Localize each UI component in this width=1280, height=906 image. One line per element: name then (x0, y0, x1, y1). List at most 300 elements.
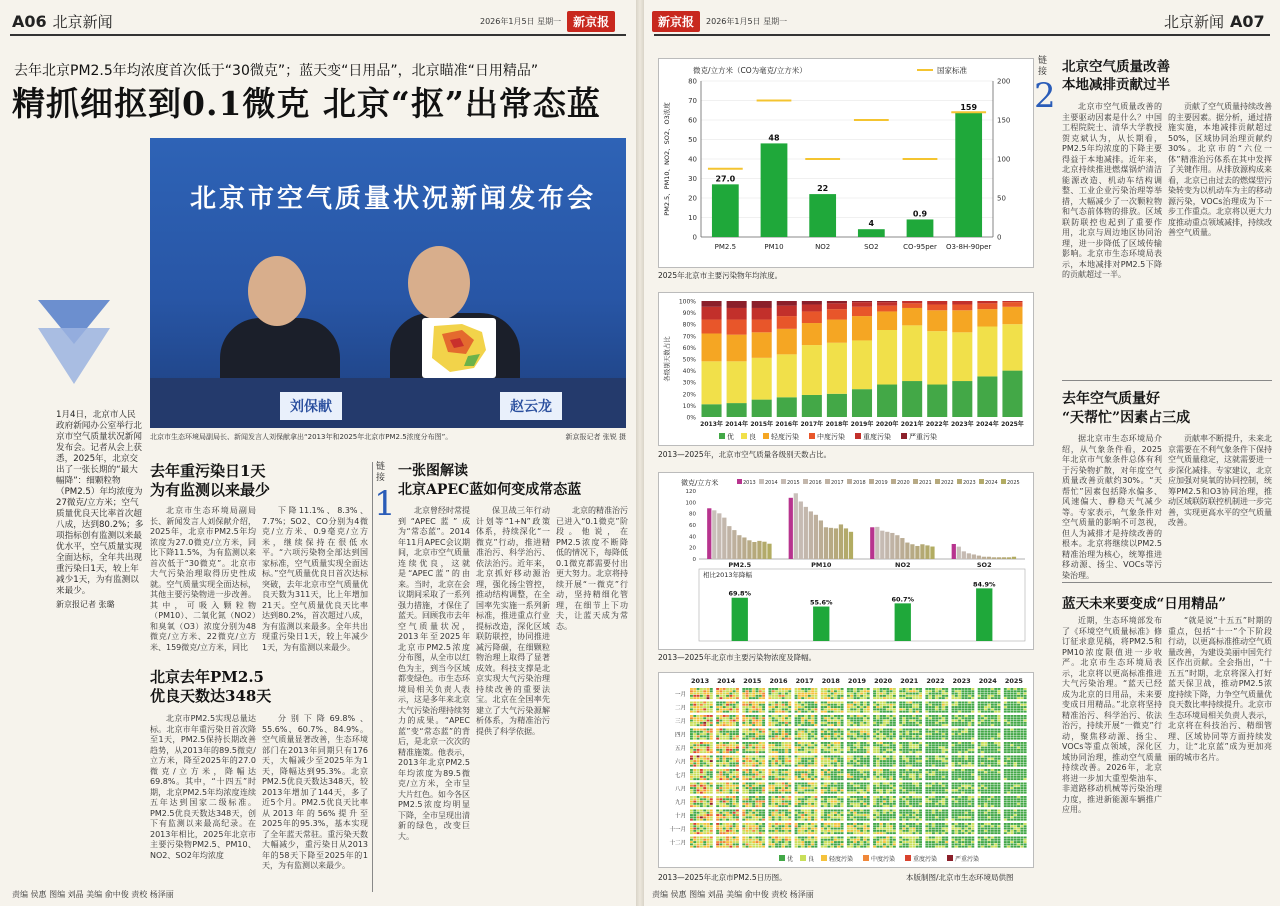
chart4-month-7-11 (873, 837, 896, 848)
chart4-day-cell (798, 837, 801, 839)
chart4-day-cell (854, 819, 857, 821)
chart4-day-cell (746, 789, 749, 791)
chart4-day-cell (788, 735, 791, 737)
chart4-day-cell (719, 789, 722, 791)
chart4-day-cell (876, 801, 879, 803)
chart4-day-cell (827, 690, 830, 692)
chart4-day-cell (932, 695, 935, 697)
chart4-day-cell (726, 704, 729, 706)
chart4-day-cell (808, 803, 811, 805)
chart4-day-cell (876, 778, 879, 780)
chart4-day-cell (847, 837, 850, 839)
chart4-month-3-0 (768, 688, 791, 699)
chart4-day-cell (863, 825, 866, 827)
chart4-day-cell (723, 828, 726, 830)
chart4-day-cell (746, 758, 749, 760)
chart4-day-cell (756, 758, 759, 760)
chart4-day-cell (847, 765, 850, 767)
chart4-day-cell (782, 825, 785, 827)
chart4-day-cell (824, 774, 827, 776)
chart4-day-cell (723, 733, 726, 735)
chart4-day-cell (801, 762, 804, 764)
chart4-day-cell (854, 778, 857, 780)
chart4-day-cell (693, 843, 696, 845)
chart4-day-cell (778, 711, 781, 713)
chart4-day-cell (857, 769, 860, 771)
chart4-day-cell (932, 742, 935, 744)
chart4-day-cell (850, 758, 853, 760)
chart4-day-cell (703, 785, 706, 787)
chart4-month-2-1 (742, 702, 765, 713)
chart4-day-cell (716, 828, 719, 830)
chart4-day-cell (925, 690, 928, 692)
chart4-day-cell (762, 760, 765, 762)
chart4-day-cell (805, 769, 808, 771)
chart2-xtick-8: 2021年 (900, 421, 924, 428)
chart4-day-cell (939, 704, 942, 706)
chart4-day-cell (939, 765, 942, 767)
chart4-day-cell (899, 690, 902, 692)
chart4-day-cell (837, 778, 840, 780)
chart4-day-cell (857, 812, 860, 814)
chart3-bar-0-11 (762, 542, 766, 559)
chart4-day-cell (768, 695, 771, 697)
chart4-day-cell (801, 704, 804, 706)
chart4-day-cell (916, 796, 919, 798)
chart4-day-cell (886, 843, 889, 845)
chart4-day-cell (831, 792, 834, 794)
chart4-day-cell (893, 803, 896, 805)
chart4-day-cell (749, 756, 752, 758)
chart4-day-cell (772, 715, 775, 717)
chart4-day-cell (788, 760, 791, 762)
chart2-segment-7-5 (877, 301, 897, 302)
chart4-day-cell (916, 823, 919, 825)
chart4-day-cell (742, 796, 745, 798)
chart4-day-cell (805, 819, 808, 821)
chart4-month-6-2 (847, 715, 870, 726)
chart3-bar-1-1 (794, 493, 798, 559)
chart4-day-cell (863, 731, 866, 733)
chart4-day-cell (863, 711, 866, 713)
chart4-day-cell (749, 749, 752, 751)
chart4-day-cell (854, 742, 857, 744)
chart4-day-cell (703, 742, 706, 744)
chart4-day-cell (749, 812, 752, 814)
chart4-day-cell (805, 758, 808, 760)
chart4-day-cell (935, 839, 938, 841)
chart4-day-cell (723, 814, 726, 816)
chart4-day-cell (873, 816, 876, 818)
chart4-day-cell (929, 830, 932, 832)
chart4-day-cell (854, 720, 857, 722)
chart4-day-cell (850, 693, 853, 695)
chart4-day-cell (710, 702, 713, 704)
chart4-day-cell (857, 785, 860, 787)
chart4-day-cell (883, 810, 886, 812)
chart4-day-cell (729, 785, 732, 787)
chart4-day-cell (749, 776, 752, 778)
chart4-day-cell (726, 706, 729, 708)
chart4-day-cell (762, 706, 765, 708)
chart4-day-cell (795, 717, 798, 719)
chart4-day-cell (759, 803, 762, 805)
chart4-day-cell (867, 810, 870, 812)
chart4-day-cell (690, 695, 693, 697)
chart4-day-cell (919, 798, 922, 800)
chart4-day-cell (899, 742, 902, 744)
chart2-ytick: 30% (682, 379, 696, 387)
chart4-day-cell (916, 744, 919, 746)
chart4-day-cell (942, 760, 945, 762)
chart4-day-cell (827, 785, 830, 787)
chart4-day-cell (903, 756, 906, 758)
chart4-day-cell (880, 785, 883, 787)
chart3-bar-3-7 (987, 557, 991, 559)
chart4-day-cell (893, 695, 896, 697)
chart4-day-cell (929, 711, 932, 713)
chart2-segment-8-1 (902, 325, 922, 381)
chart4-day-cell (700, 783, 703, 785)
chart1-caption: 2025年北京市主要污染物年均浓度。 (658, 271, 783, 280)
chart4-day-cell (824, 805, 827, 807)
chart4-day-cell (961, 747, 964, 749)
chart4-day-cell (932, 756, 935, 758)
chart4-day-cell (932, 724, 935, 726)
chart4-day-cell (719, 688, 722, 690)
chart4-day-cell (782, 729, 785, 731)
chart4-day-cell (742, 803, 745, 805)
chart4-day-cell (893, 778, 896, 780)
chart4-day-cell (909, 722, 912, 724)
chart4-day-cell (707, 715, 710, 717)
chart4-day-cell (746, 774, 749, 776)
chart4-day-cell (707, 747, 710, 749)
chart4-day-cell (965, 704, 968, 706)
chart4-day-cell (854, 744, 857, 746)
chart4-day-cell (827, 724, 830, 726)
chart4-day-cell (752, 776, 755, 778)
chart4-day-cell (768, 846, 771, 848)
chart4-day-cell (795, 747, 798, 749)
chart4-day-cell (778, 825, 781, 827)
chart4-day-cell (850, 735, 853, 737)
chart4-day-cell (903, 747, 906, 749)
chart4-day-cell (925, 805, 928, 807)
chart4-month-2-5 (742, 756, 765, 767)
chart4-day-cell (827, 792, 830, 794)
chart3-legend-swatch-6 (869, 479, 874, 484)
chart4-day-cell (719, 783, 722, 785)
chart4-day-cell (814, 774, 817, 776)
chart4-day-cell (854, 787, 857, 789)
chart4-day-cell (945, 787, 948, 789)
chart4-day-cell (808, 744, 811, 746)
chart4-day-cell (719, 762, 722, 764)
chart4-day-cell (759, 702, 762, 704)
chart4-day-cell (798, 839, 801, 841)
chart4-day-cell (768, 843, 771, 845)
chart4-day-cell (772, 711, 775, 713)
chart2-xtick-3: 2016年 (775, 421, 799, 428)
chart4-day-cell (863, 758, 866, 760)
chart4-day-cell (942, 825, 945, 827)
chart4-day-cell (707, 803, 710, 805)
chart4-day-cell (827, 825, 830, 827)
chart4-day-cell (805, 735, 808, 737)
chart3-bar-0-8 (747, 540, 751, 559)
chart4-day-cell (752, 825, 755, 827)
chart4-day-cell (814, 695, 817, 697)
chart4-day-cell (824, 731, 827, 733)
chart4-day-cell (831, 832, 834, 834)
chart4-day-cell (854, 729, 857, 731)
chart4-day-cell (798, 846, 801, 848)
chart4-day-cell (893, 702, 896, 704)
lead-text: 1月4日，北京市人民政府新闻办公室举行北京市空气质量状况新闻发布会。记者从会上获悉，2025年，北京交出了一张长期的“最大幅降”：细颗粒物（PM2.5）年均浓度为27微克/立方米；空气质量优良天比率首次超八成，达到80.2%；多项指标创有监测以来最优水平，空气质量实现全面达标，全年共出现重污染日1天，较上年减少1天，为有监测以来最少。 (56, 410, 144, 596)
chart4-day-cell (775, 758, 778, 760)
chart4-day-cell (805, 796, 808, 798)
chart4-day-cell (710, 828, 713, 830)
chart4-day-cell (746, 803, 749, 805)
chart4-day-cell (860, 702, 863, 704)
chart4-day-cell (903, 823, 906, 825)
chart4-day-cell (886, 774, 889, 776)
chart4-day-cell (693, 792, 696, 794)
chart4-month-8-10 (899, 823, 922, 834)
chart4-day-cell (798, 843, 801, 845)
chart4-day-cell (850, 738, 853, 740)
chart3-bar-2-2 (880, 531, 884, 559)
chart4-day-cell (850, 828, 853, 830)
chart4-day-cell (841, 715, 844, 717)
chart4-day-cell (824, 720, 827, 722)
chart4-day-cell (903, 765, 906, 767)
chart4-day-cell (693, 769, 696, 771)
chart4-day-cell (824, 837, 827, 839)
chart4-day-cell (811, 738, 814, 740)
chart3-bar-2-3 (885, 532, 889, 559)
chart4-day-cell (785, 801, 788, 803)
chart4-day-cell (873, 760, 876, 762)
chart4-day-cell (893, 776, 896, 778)
chart4-day-cell (746, 688, 749, 690)
chart4-day-cell (703, 837, 706, 839)
chart4-day-cell (850, 769, 853, 771)
chart4-day-cell (906, 720, 909, 722)
chart2-segment-5-5 (827, 301, 847, 303)
chart4-day-cell (925, 778, 928, 780)
chart4-day-cell (795, 731, 798, 733)
chart4-day-cell (880, 697, 883, 699)
chart4-day-cell (876, 839, 879, 841)
chart4-day-cell (788, 731, 791, 733)
chart4-day-cell (811, 751, 814, 753)
chart4-day-cell (729, 765, 732, 767)
chart4-day-cell (831, 769, 834, 771)
chart4-day-cell (821, 814, 824, 816)
chart1-ytick: 80 (688, 77, 697, 86)
chart4-day-cell (729, 758, 732, 760)
chart4-day-cell (798, 722, 801, 724)
chart4-day-cell (873, 765, 876, 767)
chart4-day-cell (746, 708, 749, 710)
chart2-legend-label-4: 重度污染 (863, 433, 891, 441)
chart4-day-cell (798, 801, 801, 803)
chart4-day-cell (916, 805, 919, 807)
chart1-value-label-2: 22 (817, 184, 829, 194)
chart4-day-cell (903, 843, 906, 845)
chart4-day-cell (939, 792, 942, 794)
chart4-day-cell (768, 717, 771, 719)
chart4-day-cell (798, 738, 801, 740)
chart4-day-cell (925, 841, 928, 843)
chart4-day-cell (857, 760, 860, 762)
chart4-day-cell (873, 704, 876, 706)
chart4-day-cell (945, 733, 948, 735)
chart4-day-cell (821, 742, 824, 744)
chart4-day-cell (952, 693, 955, 695)
chart4-day-cell (893, 785, 896, 787)
chart4-day-cell (965, 731, 968, 733)
chart4-day-cell (707, 805, 710, 807)
chart4-day-cell (886, 830, 889, 832)
chart4-day-cell (729, 843, 732, 845)
chart4-day-cell (762, 717, 765, 719)
chart4-day-cell (909, 787, 912, 789)
chart4-day-cell (703, 708, 706, 710)
chart4-day-cell (814, 839, 817, 841)
chart4-day-cell (831, 735, 834, 737)
chart4-day-cell (808, 823, 811, 825)
chart4-day-cell (697, 819, 700, 821)
chart4-day-cell (860, 810, 863, 812)
chart4-day-cell (805, 720, 808, 722)
chart4-day-cell (912, 760, 915, 762)
chart4-day-cell (772, 702, 775, 704)
chart4-day-cell (821, 828, 824, 830)
chart4-day-cell (693, 715, 696, 717)
chart4-day-cell (719, 758, 722, 760)
chart4-day-cell (925, 706, 928, 708)
chart4-day-cell (932, 762, 935, 764)
chart4-day-cell (690, 771, 693, 773)
chart4-day-cell (863, 702, 866, 704)
chart4-day-cell (782, 690, 785, 692)
chart4-month-1-10 (716, 823, 739, 834)
chart4-day-cell (752, 803, 755, 805)
chart4-day-cell (860, 828, 863, 830)
chart4-day-cell (850, 787, 853, 789)
chart4-day-cell (932, 711, 935, 713)
chart4-day-cell (759, 792, 762, 794)
chart4-day-cell (890, 812, 893, 814)
chart4-day-cell (762, 733, 765, 735)
chart4-day-cell (768, 810, 771, 812)
chart4-day-cell (929, 765, 932, 767)
chart4-day-cell (935, 798, 938, 800)
chart4-day-cell (867, 801, 870, 803)
chart4-day-cell (929, 785, 932, 787)
chart4-day-cell (932, 785, 935, 787)
chart4-day-cell (795, 789, 798, 791)
chart4-day-cell (700, 843, 703, 845)
chart4-day-cell (801, 783, 804, 785)
chart4-day-cell (798, 715, 801, 717)
chart4-day-cell (795, 711, 798, 713)
chart4-day-cell (965, 702, 968, 704)
chart4-day-cell (841, 735, 844, 737)
chart4-day-cell (756, 812, 759, 814)
chart4-day-cell (742, 762, 745, 764)
chart4-day-cell (916, 738, 919, 740)
chart4-day-cell (883, 805, 886, 807)
chart4-day-cell (756, 814, 759, 816)
chart4-day-cell (811, 760, 814, 762)
chart4-day-cell (863, 729, 866, 731)
chart4-day-cell (942, 812, 945, 814)
chart4-day-cell (899, 735, 902, 737)
chart4-day-cell (847, 828, 850, 830)
chart4-day-cell (850, 722, 853, 724)
chart4-day-cell (932, 778, 935, 780)
chart4-day-cell (961, 792, 964, 794)
chart4-day-cell (834, 805, 837, 807)
chart4-day-cell (932, 846, 935, 848)
chart4-day-cell (971, 776, 974, 778)
chart4-day-cell (890, 837, 893, 839)
chart4-day-cell (867, 785, 870, 787)
chart4-month-9-0 (925, 688, 948, 699)
chart4-day-cell (827, 747, 830, 749)
chart4-day-cell (805, 843, 808, 845)
chart4-day-cell (890, 695, 893, 697)
chart4-day-cell (909, 810, 912, 812)
chart4-day-cell (850, 711, 853, 713)
chart4-day-cell (965, 747, 968, 749)
chart4-day-cell (909, 776, 912, 778)
chart4-day-cell (912, 708, 915, 710)
chart4-day-cell (736, 693, 739, 695)
chart4-month-4-1 (795, 702, 818, 713)
chart4-day-cell (693, 787, 696, 789)
chart4-day-cell (710, 731, 713, 733)
chart4-day-cell (863, 803, 866, 805)
chart4-day-cell (821, 744, 824, 746)
chart4-day-cell (759, 733, 762, 735)
chart4-day-cell (883, 774, 886, 776)
chart4-day-cell (775, 803, 778, 805)
chart4-day-cell (854, 843, 857, 845)
chart4-day-cell (958, 774, 961, 776)
chart4-day-cell (965, 765, 968, 767)
chart4-day-cell (841, 765, 844, 767)
chart4-day-cell (899, 749, 902, 751)
chart4-day-cell (854, 828, 857, 830)
chart4-day-cell (916, 792, 919, 794)
chart4-day-cell (935, 846, 938, 848)
chart4-day-cell (854, 825, 857, 827)
chart4-day-cell (697, 803, 700, 805)
chart4-day-cell (742, 747, 745, 749)
chart4-day-cell (906, 832, 909, 834)
chart4-day-cell (841, 796, 844, 798)
chart4-day-cell (890, 789, 893, 791)
chart4-day-cell (824, 706, 827, 708)
chart4-day-cell (841, 760, 844, 762)
chart4-day-cell (873, 749, 876, 751)
chart4-day-cell (775, 783, 778, 785)
